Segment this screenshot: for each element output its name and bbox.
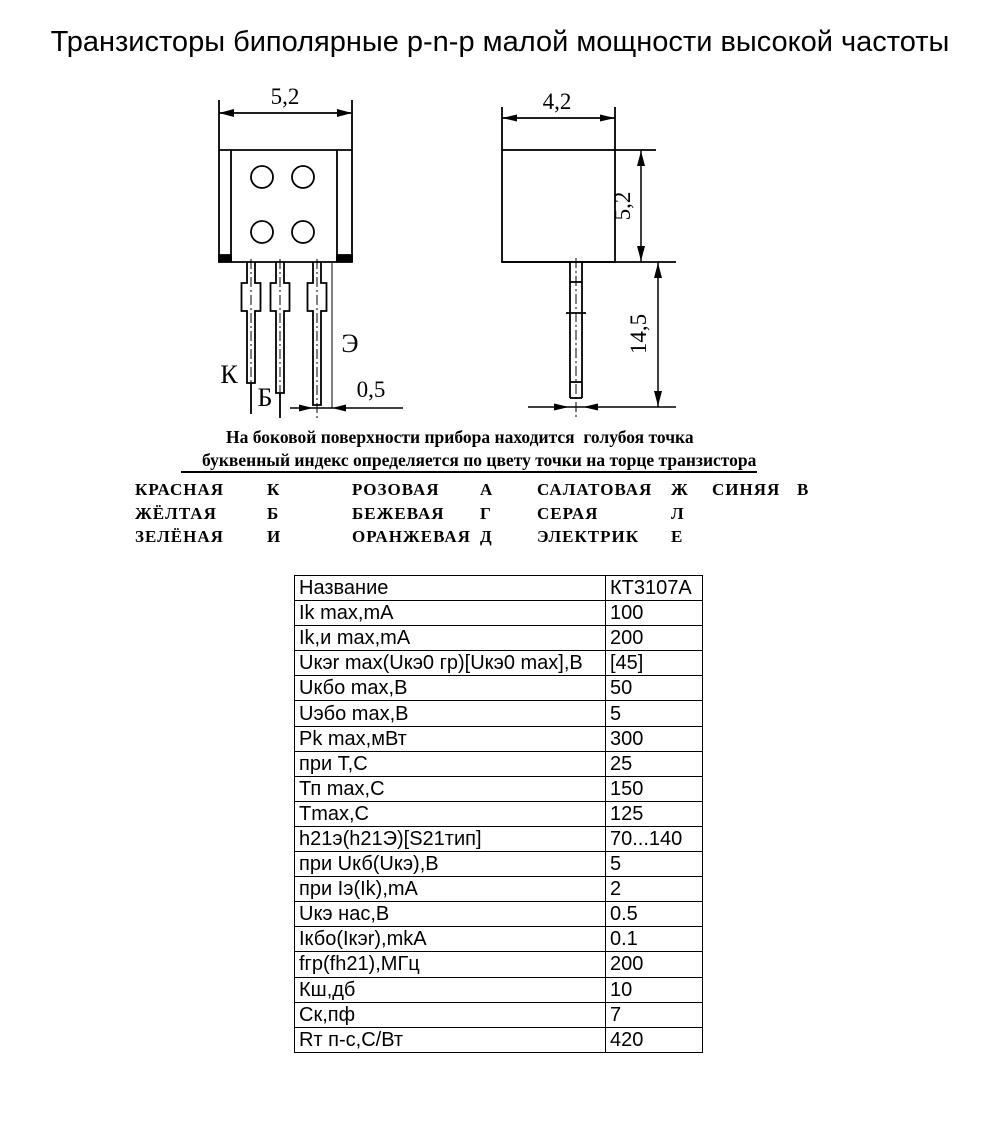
note-letter-index: буквенный индекс определяется по цвету точки на торце транзистора: [202, 450, 757, 470]
param-value: 10: [606, 977, 703, 1002]
param-name: fгр(fh21),МГц: [295, 952, 606, 977]
color-name: ЖЁЛТАЯ: [135, 504, 217, 523]
color-name: СИНЯЯ: [712, 480, 781, 499]
param-name: при Uкб(Uкэ),В: [295, 852, 606, 877]
param-name: Uкбо max,В: [295, 676, 606, 701]
color-name: СЕРАЯ: [537, 504, 599, 523]
param-value: 200: [606, 952, 703, 977]
param-row: [295, 927, 703, 952]
param-value: 7: [606, 1002, 703, 1027]
color-letter: Г: [480, 504, 492, 523]
param-row: [295, 902, 703, 927]
param-value: 0.1: [606, 927, 703, 952]
front-lead-width-label: 0,5: [356, 377, 386, 402]
param-value: 70...140: [606, 826, 703, 851]
param-value: 150: [606, 776, 703, 801]
color-letter: Л: [671, 504, 685, 523]
pin-base-label: Б: [257, 383, 273, 412]
side-body-width-label: 4,2: [542, 89, 572, 114]
param-name: Тп max,С: [295, 776, 606, 801]
param-value: 200: [606, 626, 703, 651]
color-name: ЭЛЕКТРИК: [537, 527, 640, 546]
pin-collector-label: К: [220, 360, 238, 389]
param-value: [45]: [606, 651, 703, 676]
param-value: 125: [606, 801, 703, 826]
param-value: 5: [606, 852, 703, 877]
side-body-height-label: 5,2: [610, 191, 635, 221]
param-header-value: КТ3107А: [606, 576, 703, 601]
param-row: [295, 801, 703, 826]
param-row: [295, 826, 703, 851]
param-name: Iкбо(Iкэr),mkA: [295, 927, 606, 952]
param-name: Uкэr max(Uкэ0 гр)[Uкэ0 max],В: [295, 651, 606, 676]
parameters-table: [294, 575, 703, 1053]
param-name: Ik max,mA: [295, 601, 606, 626]
param-row: [295, 852, 703, 877]
param-header-name: Название: [295, 576, 606, 601]
side-view-drawing: [502, 107, 676, 420]
color-letter: К: [267, 480, 281, 499]
param-name: Rт п-с,С/Вт: [295, 1027, 606, 1052]
param-row: [295, 776, 703, 801]
param-name: h21э(h21Э)[S21тип]: [295, 826, 606, 851]
color-name: РОЗОВАЯ: [352, 480, 440, 499]
param-name: Uэбо max,В: [295, 701, 606, 726]
note-blue-dot: На боковой поверхности прибора находится голубоя точка: [226, 427, 694, 447]
param-row: [295, 952, 703, 977]
param-value: 25: [606, 751, 703, 776]
param-name: Ik,и max,mA: [295, 626, 606, 651]
param-row: [295, 676, 703, 701]
param-value: 50: [606, 676, 703, 701]
color-name: КРАСНАЯ: [135, 480, 225, 499]
param-value: 5: [606, 701, 703, 726]
side-lead-length-label: 14,5: [626, 313, 651, 355]
param-row: [295, 651, 703, 676]
param-row: [295, 1002, 703, 1027]
param-value: 100: [606, 601, 703, 626]
param-row: [295, 701, 703, 726]
param-name: Pk max,мВт: [295, 726, 606, 751]
color-letter: А: [480, 480, 494, 499]
param-name: при Iэ(Ik),mA: [295, 877, 606, 902]
color-letter: Д: [480, 527, 493, 546]
param-value: 300: [606, 726, 703, 751]
color-letter: В: [797, 480, 810, 499]
param-name: Кш,дб: [295, 977, 606, 1002]
param-value: 420: [606, 1027, 703, 1052]
param-row: [295, 877, 703, 902]
param-row: [295, 1027, 703, 1052]
param-row: [295, 626, 703, 651]
color-letter: Ж: [671, 480, 689, 499]
param-row: [295, 601, 703, 626]
front-body-width-label: 5,2: [270, 84, 300, 109]
param-value: 2: [606, 877, 703, 902]
front-view-drawing: [219, 100, 403, 418]
color-letter: Б: [267, 504, 280, 523]
param-row: [295, 726, 703, 751]
color-name: САЛАТОВАЯ: [537, 480, 653, 499]
param-name: при Т,С: [295, 751, 606, 776]
color-name: ЗЕЛЁНАЯ: [135, 527, 224, 546]
param-header-row: [295, 576, 703, 601]
page-title: Транзисторы биполярные p-n-p малой мощности высокой частоты: [50, 26, 950, 58]
param-row: [295, 751, 703, 776]
param-name: Ск,пф: [295, 1002, 606, 1027]
param-row: [295, 977, 703, 1002]
color-letter: Е: [671, 527, 684, 546]
package-outline-drawing: [0, 80, 1000, 425]
separator-line: [181, 471, 757, 473]
param-name: Tmax,C: [295, 801, 606, 826]
param-value: 0.5: [606, 902, 703, 927]
pin-emitter-label: Э: [341, 329, 359, 358]
color-letter: И: [267, 527, 282, 546]
color-name: ОРАНЖЕВАЯ: [352, 527, 471, 546]
color-name: БЕЖЕВАЯ: [352, 504, 445, 523]
param-name: Uкэ нас,В: [295, 902, 606, 927]
